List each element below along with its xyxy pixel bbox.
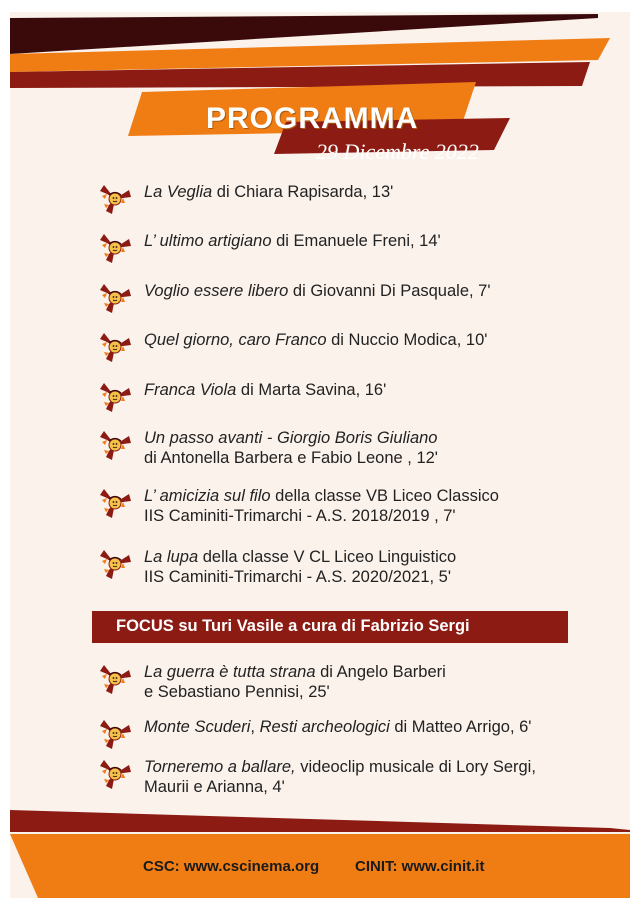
focus-label: FOCUS su Turi Vasile a cura di Fabrizio Sergi bbox=[116, 617, 470, 635]
trinacria-icon bbox=[98, 717, 132, 751]
csc-website[interactable]: CSC: www.cscinema.org bbox=[143, 858, 320, 875]
focus-banner bbox=[92, 611, 568, 643]
list-item: Torneremo a ballare, videoclip musicale di Lory Sergi, Maurii e Arianna, 4' bbox=[98, 757, 536, 797]
list-item: Quel giorno, caro Franco di Nuccio Modica, 10' bbox=[98, 330, 487, 364]
footer-ribbons bbox=[10, 788, 630, 898]
trinacria-icon bbox=[98, 281, 132, 315]
list-item: L’ ultimo artigiano di Emanuele Freni, 14' bbox=[98, 231, 441, 265]
trinacria-icon bbox=[98, 757, 132, 791]
list-item: Voglio essere libero di Giovanni Di Pasquale, 7' bbox=[98, 281, 491, 315]
list-item: La guerra è tutta strana di Angelo Barberi e Sebastiano Pennisi, 25' bbox=[98, 662, 446, 702]
list-item: La Veglia di Chiara Rapisarda, 13' bbox=[98, 182, 393, 216]
page-title: PROGRAMMA bbox=[206, 102, 419, 135]
cinit-website[interactable]: CINIT: www.cinit.it bbox=[355, 858, 485, 875]
trinacria-icon bbox=[98, 662, 132, 696]
trinacria-icon bbox=[98, 547, 132, 581]
list-item: Un passo avanti - Giorgio Boris Giuliano di Antonella Barbera e Fabio Leone , 12' bbox=[98, 428, 438, 468]
trinacria-icon bbox=[98, 428, 132, 462]
event-date: 29 Dicembre 2022 bbox=[316, 139, 479, 164]
list-item: L’ amicizia sul filo della classe VB Liceo Classico IIS Caminiti-Trimarchi - A.S. 2018/2019 , 7' bbox=[98, 486, 499, 526]
trinacria-icon bbox=[98, 486, 132, 520]
list-item: La lupa della classe V CL Liceo Linguistico IIS Caminiti-Trimarchi - A.S. 2020/2021, 5' bbox=[98, 547, 456, 587]
list-item: Monte Scuderi, Resti archeologici di Matteo Arrigo, 6' bbox=[98, 717, 531, 751]
poster-card bbox=[10, 12, 630, 898]
list-item: Franca Viola di Marta Savina, 16' bbox=[98, 380, 386, 414]
trinacria-icon bbox=[98, 380, 132, 414]
trinacria-icon bbox=[98, 330, 132, 364]
trinacria-icon bbox=[98, 231, 132, 265]
trinacria-icon bbox=[98, 182, 132, 216]
